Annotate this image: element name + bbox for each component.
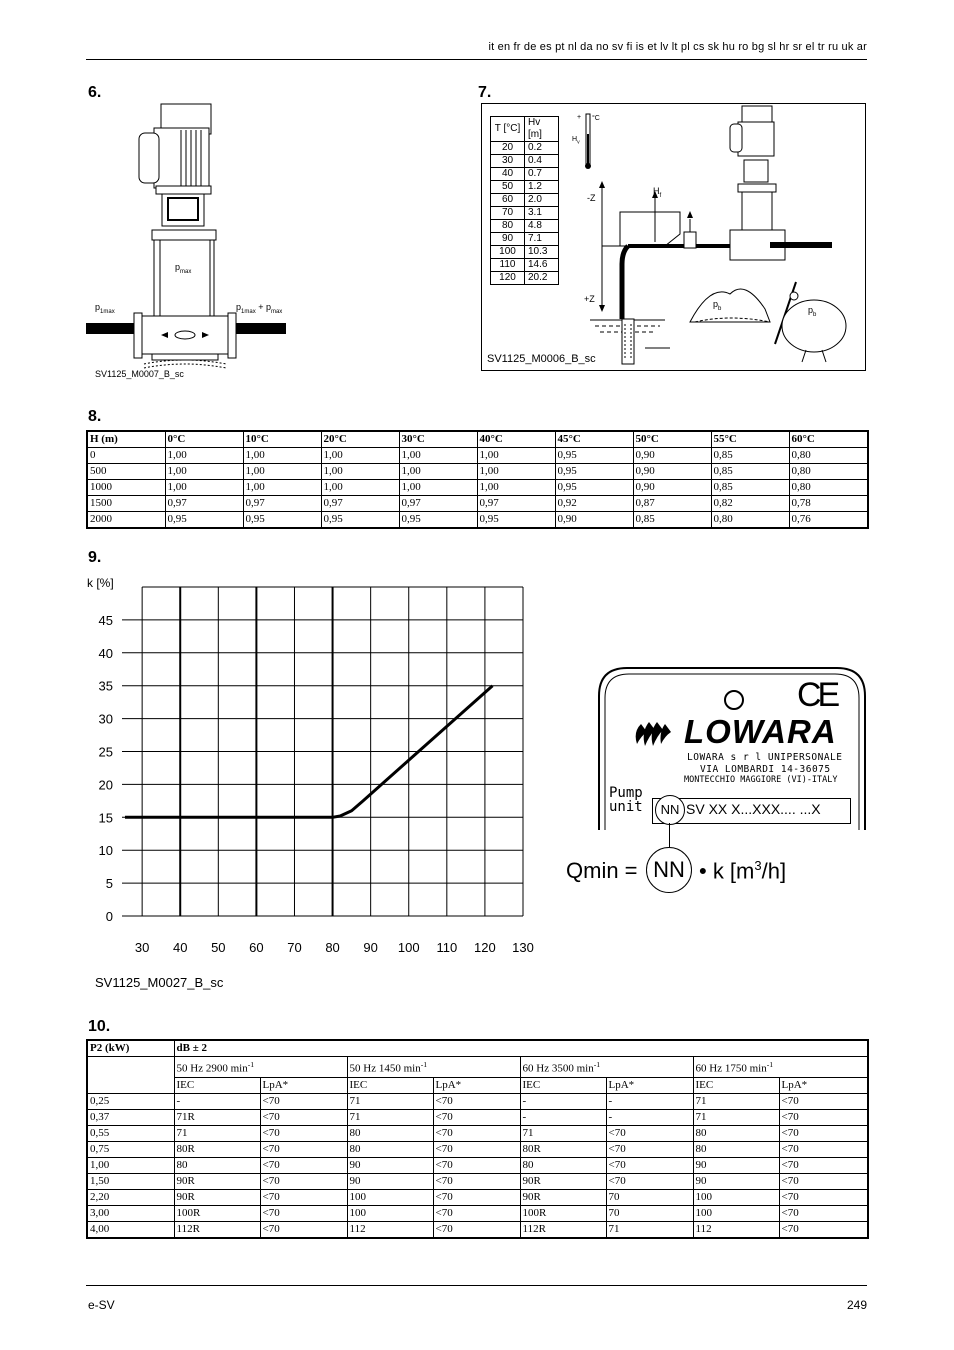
table-row [491,142,559,155]
table-cell: <70 [260,1221,347,1238]
figure-9-caption: SV1125_M0027_B_sc [95,975,224,990]
label-p1max: $p_{1max}$ [95,302,115,315]
table-cell: 0,87 [633,496,711,512]
label-hf: $H_f$ [653,186,662,199]
table-header-row [87,1040,868,1057]
table-cell: 0,85 [711,480,789,496]
thermometer-unit: °C [592,115,600,122]
y-tick-label: 25 [98,744,113,760]
table-cell: 0,95 [477,512,555,529]
table-cell: 71 [693,1109,779,1125]
table-cell: <70 [260,1205,347,1221]
y-tick-label: 40 [98,645,113,661]
table-cell: <70 [606,1173,693,1189]
lowara-logo: LOWARA [684,713,837,750]
label-p1max-plus-pmax: $p_{1max} + p_{max}$ [236,302,283,315]
y-tick-label: 0 [105,909,113,924]
table-cell: 112R [174,1221,260,1238]
table-cell: 0,97 [321,496,399,512]
table-cell: 112R [520,1221,606,1238]
table-row [491,246,559,259]
table-cell: 50 [491,181,525,194]
qmin-formula-right: • k $[m^3/h]$ [699,858,787,884]
table-cell: 20.2 [525,272,559,285]
table-row [87,1141,868,1157]
table-row [491,207,559,220]
x-tick-label: 30 [134,940,150,955]
section-number-7: 7. [478,84,492,101]
header-cell: 50°C [633,431,711,448]
table-row [491,233,559,246]
table-cell: 0 [87,448,165,464]
table-cell: 0,90 [555,512,633,529]
table-cell: <70 [433,1173,520,1189]
table-row [491,220,559,233]
table-cell: 110 [491,259,525,272]
table-row [87,1157,868,1173]
table-cell: 1,00 [165,464,243,480]
table-cell: 0.7 [525,168,559,181]
table-cell: 100 [693,1205,779,1221]
table-cell: 90 [693,1157,779,1173]
label-plus-z: +Z [584,294,595,304]
table-cell: 0,90 [633,464,711,480]
header-db: dB ± 2 [174,1040,868,1057]
table-cell: 20 [491,142,525,155]
table-cell: <70 [433,1109,520,1125]
figure-6-caption: SV1125_M0007_B_sc [95,369,184,379]
table-cell: 0,95 [321,512,399,529]
table-cell: 0,97 [399,496,477,512]
table-row [87,1093,868,1109]
empty-cell [87,1057,174,1094]
table-cell: <70 [260,1189,347,1205]
x-tick-label: 80 [325,940,340,955]
table-cell: 2000 [87,512,165,529]
table-cell: 90R [174,1189,260,1205]
table-row [87,496,868,512]
table-cell: <70 [433,1157,520,1173]
section-number-9: 9. [88,549,102,566]
table-cell: 1,00 [399,464,477,480]
table-cell: 1000 [87,480,165,496]
company-line-2: VIA LOMBARDI 14-36075 [700,764,831,775]
y-tick-label: 35 [98,678,113,694]
table-cell: <70 [260,1141,347,1157]
table-cell: 80 [347,1141,433,1157]
table-cell: <70 [260,1093,347,1109]
table-cell: 0,95 [555,464,633,480]
pump-unit-label: Pump unit [609,785,643,815]
table-row [491,181,559,194]
table-cell: 0,95 [165,512,243,529]
table-cell: 1500 [87,496,165,512]
sub-header-cell: LpA* [260,1077,347,1093]
table-cell: 71 [520,1125,606,1141]
model-code: SV XX X...XXX.... ...X [686,801,821,817]
table-cell: 71 [347,1093,433,1109]
table-cell: <70 [260,1109,347,1125]
qmin-formula-left: Qmin = [566,858,638,883]
header-cell: 55°C [711,431,789,448]
table-cell: 0,82 [711,496,789,512]
table-cell: 71 [606,1221,693,1238]
sub-header-cell: LpA* [606,1077,693,1093]
table-cell: <70 [606,1141,693,1157]
table-cell: 1,00 [321,480,399,496]
table-cell: 80 [347,1125,433,1141]
table-cell: <70 [779,1205,868,1221]
label-pmax: $p_{max}$ [175,262,192,275]
table-cell: 0,85 [711,464,789,480]
section-number-10: 10. [88,1018,111,1035]
table-cell: <70 [779,1093,868,1109]
table-cell: 80R [520,1141,606,1157]
table-cell: 0,37 [87,1109,174,1125]
header-cell: 0°C [165,431,243,448]
table-row [87,1205,868,1221]
table-cell: 70 [606,1205,693,1221]
table-row [87,1221,868,1238]
table-cell: 60 [491,194,525,207]
table-cell: 1,00 [165,448,243,464]
table-cell: 1,00 [243,448,321,464]
header-cell: 40°C [477,431,555,448]
table-cell: 1,00 [477,480,555,496]
table-cell: 0,76 [789,512,868,529]
table-cell: 1,00 [321,448,399,464]
table-cell: - [606,1093,693,1109]
table-cell: 1,00 [243,464,321,480]
y-tick-label: 5 [105,876,113,892]
table-cell: 0,80 [789,448,868,464]
table-cell: 4.8 [525,220,559,233]
header-p2: P2 (kW) [87,1040,174,1057]
company-line-3: MONTECCHIO MAGGIORE (VI)-ITALY [684,775,838,785]
header-cell: 60°C [789,431,868,448]
label-pb-tank: $p_b$ [808,305,817,318]
table-cell: 1,00 [477,464,555,480]
x-tick-label: 130 [512,940,534,955]
section-number-8: 8. [88,408,102,425]
table-cell: 0,80 [789,480,868,496]
table-cell: <70 [779,1157,868,1173]
x-tick-label: 100 [397,940,420,955]
y-axis-label: k [%] [87,576,114,590]
table-cell: 1,50 [87,1173,174,1189]
header-rule [86,59,867,60]
table-cell: 0,75 [87,1141,174,1157]
table-cell: 0,90 [633,480,711,496]
table-cell: 100 [491,246,525,259]
table-cell: 71 [347,1109,433,1125]
table-cell: 80 [174,1157,260,1173]
table-cell: <70 [779,1221,868,1238]
table-cell: 120 [491,272,525,285]
x-tick-label: 60 [249,940,264,955]
table-cell: 1,00 [477,448,555,464]
table-cell: 71 [174,1125,260,1141]
table-cell: 0,90 [633,448,711,464]
table-cell: 7.1 [525,233,559,246]
table-cell: <70 [260,1157,347,1173]
y-tick-label: 20 [98,777,113,793]
language-codes: it en fr de es pt nl da no sv fi is et lv lt pl cs sk hu ro bg sl hr sr el tr ru uk ar [488,41,867,53]
header-cell: 10°C [243,431,321,448]
table-cell: 0,78 [789,496,868,512]
table-cell: <70 [433,1093,520,1109]
table-cell: 30 [491,155,525,168]
x-tick-label: 120 [474,940,496,955]
ce-mark: CE [797,676,837,714]
table-cell: 112 [347,1221,433,1238]
header-cell: T [°C] [491,117,525,142]
company-line-1: LOWARA s r l UNIPERSONALE [687,752,843,763]
table-cell: 0,55 [87,1125,174,1141]
table-row [87,480,868,496]
table-cell: 0,97 [243,496,321,512]
table-cell: 90R [520,1173,606,1189]
footer-rule [86,1285,867,1286]
table-cell: 0,85 [711,448,789,464]
table-cell: <70 [606,1125,693,1141]
y-tick-label: 15 [98,810,113,826]
table-cell: <70 [433,1189,520,1205]
table-cell: - [520,1109,606,1125]
header-cell: H (m) [87,431,165,448]
table-cell: - [174,1093,260,1109]
header-cell: 30°C [399,431,477,448]
table-cell: 1,00 [165,480,243,496]
table-cell: 90 [491,233,525,246]
table-cell: <70 [606,1157,693,1173]
table-cell: 0,97 [165,496,243,512]
section-number-6: 6. [88,84,102,101]
table-cell: <70 [433,1125,520,1141]
sub-header-cell: IEC [520,1077,606,1093]
connector-line [669,823,670,847]
sub-header-cell: LpA* [779,1077,868,1093]
nn-circle-large: NN [646,847,692,893]
x-tick-label: 110 [436,940,458,955]
table-cell: 500 [87,464,165,480]
table-cell: <70 [260,1173,347,1189]
table-cell: 80R [174,1141,260,1157]
k-percent-chart [80,570,550,962]
table-cell: 1,00 [399,480,477,496]
table-cell: 80 [693,1141,779,1157]
table-cell: 3.1 [525,207,559,220]
sub-header-cell: IEC [174,1077,260,1093]
x-tick-label: 90 [363,940,378,955]
table-cell: 112 [693,1221,779,1238]
freq-group-cell: 50 Hz 2900 $\min^{-1}$ [174,1057,347,1078]
table-cell: 1,00 [87,1157,174,1173]
table-cell: <70 [779,1109,868,1125]
freq-group-cell: 50 Hz 1450 $\min^{-1}$ [347,1057,520,1078]
table-row [491,194,559,207]
table-cell: 0,25 [87,1093,174,1109]
table-cell: 0,80 [711,512,789,529]
table-cell: - [520,1093,606,1109]
vapor-pressure-table [490,116,559,285]
table-cell: 90R [174,1173,260,1189]
table-cell: <70 [433,1221,520,1238]
table-cell: <70 [433,1205,520,1221]
figure-6-pump-diagram [86,98,296,388]
table-cell: 0,95 [243,512,321,529]
sub-header-row [87,1077,868,1093]
table-row [491,259,559,272]
figure-7-caption: SV1125_M0006_B_sc [487,353,596,365]
table-cell: <70 [779,1173,868,1189]
footer-doc-name: e-SV [88,1298,115,1312]
y-tick-label: 45 [98,612,113,628]
sub-header-cell: IEC [347,1077,433,1093]
table-cell: 80 [693,1125,779,1141]
sub-header-cell: LpA* [433,1077,520,1093]
table-cell: 0,80 [789,464,868,480]
table-cell: 0,97 [477,496,555,512]
table-cell: 14.6 [525,259,559,272]
table-cell: 4,00 [87,1221,174,1238]
table-cell: 80 [491,220,525,233]
table-cell: <70 [779,1141,868,1157]
table-header-row [491,117,559,142]
table-cell: 90 [347,1157,433,1173]
table-row [491,168,559,181]
table-cell: <70 [779,1125,868,1141]
table-cell: 0.4 [525,155,559,168]
header-cell: 45°C [555,431,633,448]
table-cell: 10.3 [525,246,559,259]
table-row [491,155,559,168]
label-minus-z: -Z [587,193,596,203]
table-cell: 1,00 [399,448,477,464]
table-cell: 0,85 [633,512,711,529]
noise-level-table [86,1039,869,1239]
header-cell: Hv [m] [525,117,559,142]
table-cell: 40 [491,168,525,181]
table-row [87,512,868,529]
freq-group-cell: 60 Hz 3500 $\min^{-1}$ [520,1057,693,1078]
table-cell: <70 [779,1189,868,1205]
label-pb-mountain: $p_b$ [713,299,722,312]
table-cell: <70 [433,1141,520,1157]
table-cell: - [606,1109,693,1125]
table-cell: 3,00 [87,1205,174,1221]
altitude-temperature-table [86,430,869,529]
table-cell: 0.2 [525,142,559,155]
thermometer-plus: + [577,114,582,121]
table-header-row [87,431,868,448]
table-cell: 1,00 [243,480,321,496]
table-cell: 2.0 [525,194,559,207]
table-cell: 2,20 [87,1189,174,1205]
table-cell: 70 [491,207,525,220]
table-cell: 90R [520,1189,606,1205]
table-cell: 1.2 [525,181,559,194]
header-cell: 20°C [321,431,399,448]
table-cell: <70 [260,1125,347,1141]
figure-7-installation-diagram [570,104,864,368]
table-row [87,1109,868,1125]
thermometer-hv: $H_v$ [572,136,580,146]
nn-circle-small: NN [655,795,685,825]
table-cell: 90 [693,1173,779,1189]
table-cell: 0,95 [399,512,477,529]
footer-page-number: 249 [846,1298,867,1312]
sub-header-cell: IEC [693,1077,779,1093]
freq-group-cell: 60 Hz 1750 $\min^{-1}$ [693,1057,868,1078]
table-cell: 80 [520,1157,606,1173]
table-cell: 100 [693,1189,779,1205]
x-tick-label: 50 [211,940,226,955]
table-cell: 0,92 [555,496,633,512]
table-cell: 100 [347,1189,433,1205]
table-cell: 100R [174,1205,260,1221]
frequency-row [87,1057,868,1078]
table-row [87,1189,868,1205]
table-row [87,1173,868,1189]
table-cell: 70 [606,1189,693,1205]
table-cell: 71 [693,1093,779,1109]
x-tick-label: 70 [287,940,302,955]
table-row [491,272,559,285]
table-cell: 100R [520,1205,606,1221]
table-row [87,1125,868,1141]
y-tick-label: 30 [98,711,113,727]
table-row [87,464,868,480]
table-cell: 100 [347,1205,433,1221]
table-cell: 1,00 [321,464,399,480]
table-cell: 0,95 [555,448,633,464]
table-row [87,448,868,464]
table-cell: 0,95 [555,480,633,496]
table-cell: 90 [347,1173,433,1189]
x-tick-label: 40 [172,940,188,955]
table-cell: 71R [174,1109,260,1125]
y-tick-label: 10 [98,843,113,859]
